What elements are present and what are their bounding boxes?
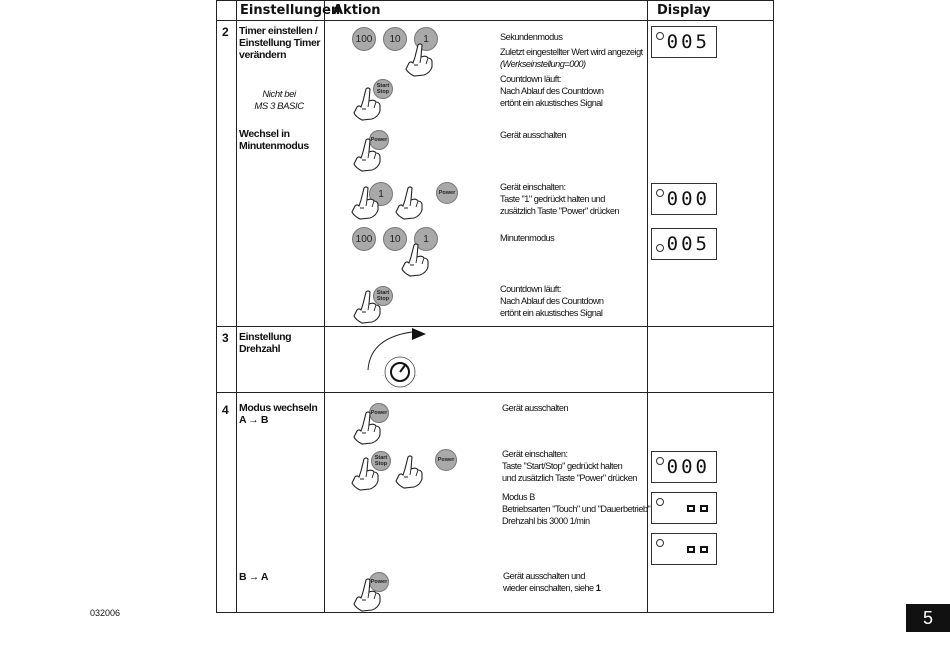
indicator-dot-icon bbox=[656, 32, 664, 40]
lcd-display bbox=[651, 451, 717, 483]
power-button[interactable]: Power bbox=[435, 449, 457, 471]
header-divider bbox=[216, 20, 774, 21]
step-description bbox=[502, 448, 637, 484]
lcd-display bbox=[651, 228, 717, 260]
description-line: Gerät einschalten: bbox=[502, 449, 568, 459]
setting-title bbox=[239, 25, 320, 61]
speed-dial-icon bbox=[360, 328, 440, 390]
button-group bbox=[352, 227, 442, 277]
description-line: Gerät ausschalten bbox=[502, 403, 569, 413]
step-description bbox=[500, 283, 603, 319]
description-line: Countdown läuft: bbox=[500, 284, 561, 294]
lcd-display bbox=[651, 492, 717, 524]
button-label: Start bbox=[374, 455, 388, 461]
page-number: 5 bbox=[906, 604, 950, 632]
setting-title-line: Einstellung Timer bbox=[239, 37, 321, 49]
pointing-hand-icon bbox=[350, 457, 380, 491]
display-segments bbox=[682, 540, 708, 558]
button-group bbox=[350, 180, 460, 220]
display-value: 005 bbox=[666, 233, 710, 255]
setting-title-line: Timer einstellen / bbox=[239, 25, 318, 37]
button-label: Stop bbox=[376, 296, 390, 302]
description-line: ertönt ein akustisches Signal bbox=[500, 98, 603, 108]
button-group bbox=[350, 449, 460, 489]
lcd-display bbox=[651, 26, 717, 58]
pointing-hand-icon bbox=[394, 455, 424, 489]
button-label: Start bbox=[376, 83, 390, 89]
svg-text:∙∙: ∙∙ bbox=[382, 373, 384, 377]
subtitle-line: Wechsel in bbox=[239, 128, 290, 140]
description-line: Taste "Start/Stop" gedrückt halten bbox=[502, 461, 623, 471]
button-10[interactable]: 10 bbox=[383, 227, 407, 251]
button-label: Start bbox=[376, 290, 390, 296]
description-line: Drehzahl bis 3000 1/min bbox=[502, 516, 590, 526]
button-group bbox=[352, 286, 402, 326]
row-divider bbox=[216, 326, 774, 327]
description-line: Countdown läuft: bbox=[500, 74, 561, 84]
step-description bbox=[500, 46, 643, 70]
header-aktion: Aktion bbox=[333, 3, 381, 18]
button-1[interactable]: 1 bbox=[414, 227, 438, 251]
description-line: Minutenmodus bbox=[500, 233, 555, 243]
row-number: 2 bbox=[222, 25, 229, 39]
setting-note bbox=[246, 89, 312, 113]
button-1[interactable]: 1 bbox=[414, 27, 438, 51]
button-label: Stop bbox=[376, 89, 390, 95]
setting-title bbox=[239, 331, 291, 355]
row-number: 4 bbox=[222, 403, 229, 417]
button-group bbox=[352, 79, 402, 119]
step-description bbox=[502, 491, 650, 527]
column-divider bbox=[324, 0, 325, 613]
header-einstellungen: Einstellungen bbox=[240, 3, 341, 18]
description-line: Sekundenmodus bbox=[500, 32, 563, 42]
step-description bbox=[500, 181, 619, 217]
description-line: Modus B bbox=[502, 492, 535, 502]
button-1[interactable]: 1 bbox=[369, 182, 393, 206]
button-group bbox=[352, 572, 402, 612]
setting-subtitle bbox=[239, 128, 309, 152]
indicator-dot-icon bbox=[656, 539, 664, 547]
description-line: (Werkseinstellung=000) bbox=[500, 59, 586, 69]
row-number: 3 bbox=[222, 331, 229, 345]
step-description bbox=[500, 129, 566, 141]
pointing-hand-icon bbox=[400, 243, 430, 277]
description-line: Gerät ausschalten bbox=[500, 130, 567, 140]
step-description bbox=[502, 402, 568, 414]
svg-text:∙∙: ∙∙ bbox=[415, 373, 417, 377]
button-group bbox=[352, 403, 402, 443]
button-group bbox=[352, 130, 402, 170]
table-border-top bbox=[216, 0, 774, 1]
svg-text:∙∙: ∙∙ bbox=[405, 385, 407, 389]
description-line: und zusätzlich Taste "Power" drücken bbox=[502, 473, 637, 483]
setting-title bbox=[239, 402, 317, 426]
description-line: Gerät ausschalten und bbox=[503, 571, 585, 581]
display-value: 000 bbox=[666, 188, 710, 210]
description-line: Nach Ablauf des Countdown bbox=[500, 296, 604, 306]
lcd-display bbox=[651, 533, 717, 565]
description-line: ertönt ein akustisches Signal bbox=[500, 308, 603, 318]
pointing-hand-icon bbox=[352, 290, 382, 324]
column-divider bbox=[236, 0, 237, 613]
step-description bbox=[500, 232, 554, 244]
step-description bbox=[500, 31, 562, 43]
indicator-dot-icon bbox=[656, 498, 664, 506]
display-value: 005 bbox=[666, 31, 710, 53]
subtitle-line: Minutenmodus bbox=[239, 140, 309, 152]
setting-subtitle: B → A bbox=[239, 571, 269, 583]
document-code: 032006 bbox=[90, 608, 121, 618]
button-100[interactable]: 100 bbox=[352, 27, 376, 51]
svg-text:∙∙∙: ∙∙∙ bbox=[410, 355, 413, 359]
header-display: Display bbox=[657, 3, 711, 18]
indicator-dot-icon bbox=[656, 244, 664, 252]
indicator-dot-icon bbox=[656, 457, 664, 465]
pointing-hand-icon bbox=[352, 411, 382, 445]
display-value: 000 bbox=[666, 456, 710, 478]
pointing-hand-icon bbox=[352, 578, 382, 612]
power-button[interactable]: Power bbox=[369, 572, 389, 592]
setting-title-line: A → B bbox=[239, 414, 269, 426]
button-10[interactable]: 10 bbox=[383, 27, 407, 51]
pointing-hand-icon bbox=[352, 87, 382, 121]
pointing-hand-icon bbox=[352, 138, 382, 172]
description-line: Taste "1" gedrückt halten und bbox=[500, 194, 605, 204]
setting-title-line: Drehzahl bbox=[239, 343, 281, 355]
note-line: MS 3 BASIC bbox=[254, 101, 304, 112]
svg-text:∙∙∙: ∙∙∙ bbox=[384, 355, 387, 359]
step-description bbox=[503, 570, 600, 594]
power-button[interactable]: Power bbox=[369, 130, 389, 150]
note-line: Nicht bei bbox=[262, 89, 296, 100]
description-line: Betriebsarten "Touch" und "Dauerbetrieb" bbox=[502, 504, 651, 514]
table-border-left bbox=[216, 0, 217, 613]
display-segments bbox=[682, 499, 708, 517]
button-100[interactable]: 100 bbox=[352, 227, 376, 251]
description-line: Gerät einschalten: bbox=[500, 182, 566, 192]
description-line bbox=[503, 582, 600, 594]
setting-title-line: Modus wechseln bbox=[239, 402, 318, 414]
power-button[interactable]: Power bbox=[436, 182, 458, 204]
pointing-hand-icon bbox=[404, 43, 434, 77]
table-border-right bbox=[773, 0, 774, 613]
setting-title-line: Einstellung bbox=[239, 331, 292, 343]
setting-title-line: verändern bbox=[239, 49, 287, 61]
power-button[interactable]: Power bbox=[369, 403, 389, 423]
description-line: zusätzlich Taste "Power" drücken bbox=[500, 206, 620, 216]
description-text: wieder einschalten, siehe bbox=[503, 583, 596, 593]
lcd-display bbox=[651, 183, 717, 215]
row-divider bbox=[216, 392, 774, 393]
button-group bbox=[352, 27, 442, 77]
pointing-hand-icon bbox=[350, 186, 380, 220]
step-description bbox=[500, 73, 603, 109]
button-label: Stop bbox=[374, 461, 388, 467]
description-line: Zuletzt eingestellter Wert wird angezeigt bbox=[500, 47, 643, 57]
pointing-hand-icon bbox=[394, 186, 424, 220]
table-border-bottom bbox=[216, 612, 774, 613]
svg-text:∙∙∙: ∙∙∙ bbox=[390, 385, 393, 389]
step-reference: 1 bbox=[595, 583, 601, 593]
indicator-dot-icon bbox=[656, 189, 664, 197]
description-line: Nach Ablauf des Countdown bbox=[500, 86, 604, 96]
